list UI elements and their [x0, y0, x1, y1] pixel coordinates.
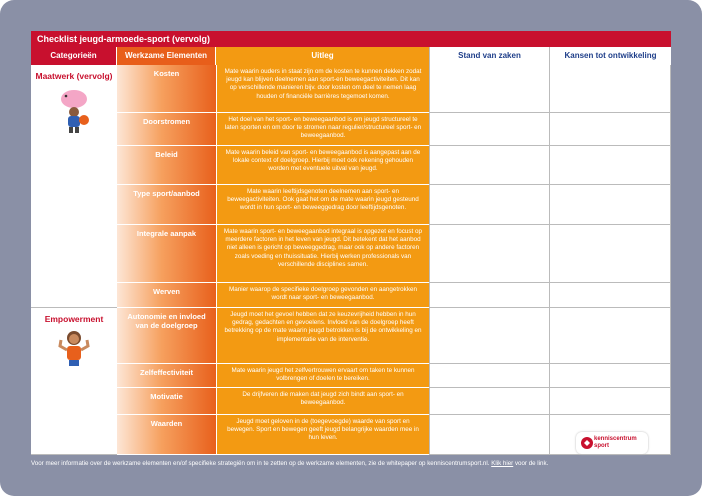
- header-uitleg: Uitleg: [216, 47, 429, 65]
- element-label: Doorstromen: [117, 113, 216, 146]
- category-label: Empowerment: [44, 314, 104, 324]
- uitleg-text: Mate waarin ouders in staat zijn om de kosten te kunnen dekken zodat jeugd kan blijven deelnemen aan sport-en beweegactiviteiten. Dit kan op verschillende manieren bijv. door kosten om deel te nemen laag houden of financiële barrières tegemoet komen.: [216, 65, 429, 113]
- table-row: [117, 146, 671, 185]
- uitleg-text: Mate waarin jeugd het zelfvertrouwen ervaart om taken te kunnen volbrengen of doelen te bereiken.: [216, 364, 429, 388]
- element-label: Motivatie: [117, 388, 216, 415]
- kansen-cell[interactable]: [549, 388, 671, 415]
- stand-cell[interactable]: [429, 308, 549, 364]
- header-stand: Stand van zaken: [429, 47, 549, 65]
- kenniscentrum-logo: [576, 432, 648, 454]
- uitleg-text: De drijfveren die maken dat jeugd zich bindt aan sport- en beweegaanbod.: [216, 388, 429, 415]
- header-kansen: Kansen tot ontwikkeling: [549, 47, 671, 65]
- person-flexing-icon: [54, 328, 94, 368]
- stand-cell[interactable]: [429, 65, 549, 113]
- table-row: [117, 113, 671, 146]
- kansen-cell[interactable]: [549, 225, 671, 283]
- stand-cell[interactable]: [429, 364, 549, 388]
- table-row: [117, 388, 671, 415]
- footer-after: voor de link.: [513, 460, 549, 467]
- stand-cell[interactable]: [429, 388, 549, 415]
- footer-text: Voor meer informatie over de werkzame elementen en/of specifieke strategiën om in te zetten op de werkzame elementen, zie de whitepaper op kenniscentrumsport.nl.: [31, 460, 490, 467]
- kansen-cell[interactable]: [549, 65, 671, 113]
- stand-cell[interactable]: [429, 283, 549, 308]
- stand-cell[interactable]: [429, 113, 549, 146]
- person-with-piggybank-icon: [54, 85, 94, 135]
- page-title: Checklist jeugd-armoede-sport (vervolg): [31, 31, 671, 47]
- footer-note: [31, 459, 671, 468]
- table-row: [117, 364, 671, 388]
- uitleg-text: Jeugd moet het gevoel hebben dat ze keuzevrijheid hebben in hun gedrag, gedachten en gevoelens. Invloed van de doelgroep heeft betrekking op de mate waarin jeugd betrokken is bij de ontwikkeling en implementatie van de interventie.: [216, 308, 429, 364]
- stand-cell[interactable]: [429, 415, 549, 455]
- kansen-cell[interactable]: [549, 146, 671, 185]
- stand-cell[interactable]: [429, 185, 549, 225]
- uitleg-text: Manier waarop de specifieke doelgroep gevonden en aangetrokken wordt naar sport- en beweegaanbod.: [216, 283, 429, 308]
- uitleg-text: Mate waarin sport- en beweegaanbod integraal is opgezet en focust op meerdere factoren in het leven van jeugd. Dit betekent dat het aanbod niet alleen is gericht op beweeggedrag, maar ook op andere factoren zoals voeding en thuissituatie. Hierbij werken professionals van verschillende disciplines samen.: [216, 225, 429, 283]
- element-label: Beleid: [117, 146, 216, 185]
- element-label: Kosten: [117, 65, 216, 113]
- kansen-cell[interactable]: [549, 308, 671, 364]
- element-label: Zelfeffectiviteit: [117, 364, 216, 388]
- header-categorieen: Categorieën: [31, 47, 117, 65]
- uitleg-text: Mate waarin leeftijdsgenoten deelnemen aan sport- en beweegactiviteiten. Ook gaat het om de mate waarin jeugd gesteund wordt in hun sport- en beweeggedrag door leeftijdsgenoten.: [216, 185, 429, 225]
- element-label: Integrale aanpak: [117, 225, 216, 283]
- kansen-cell[interactable]: [549, 364, 671, 388]
- logo-text: kenniscentrum sport: [594, 436, 637, 449]
- element-label: Autonomie en invloed van de doelgroep: [117, 308, 216, 364]
- stand-cell[interactable]: [429, 146, 549, 185]
- kansen-cell[interactable]: [549, 113, 671, 146]
- table-row: [117, 185, 671, 225]
- category-maatwerk: [31, 65, 117, 308]
- kansen-cell[interactable]: [549, 185, 671, 225]
- table-row: [117, 65, 671, 113]
- uitleg-text: Jeugd moet geloven in de (toegevoegde) waarde van sport en bewegen. Sport en bewegen geeft jeugd belangrijke waarden mee in hun leven.: [216, 415, 429, 455]
- table-row: [117, 308, 671, 364]
- footer-link[interactable]: Klik hier: [491, 460, 514, 467]
- element-label: Werven: [117, 283, 216, 308]
- uitleg-text: Het doel van het sport- en beweegaanbod is om jeugd structureel te laten sporten en om door te stromen naar regulier/structureel sport- en beweegaanbod.: [216, 113, 429, 146]
- element-label: Waarden: [117, 415, 216, 455]
- header-elementen: Werkzame Elementen: [117, 47, 216, 65]
- checklist-sheet: [31, 31, 671, 455]
- uitleg-text: Mate waarin beleid van sport- en beweegaanbod is aangepast aan de lokale context of doelgroep. Hierbij moet ook rekening gehouden worden met eventuele uitval van jeugd.: [216, 146, 429, 185]
- checklist-table: [31, 47, 671, 455]
- table-row: [117, 283, 671, 308]
- table-row: [117, 225, 671, 283]
- kansen-cell[interactable]: [549, 283, 671, 308]
- stand-cell[interactable]: [429, 225, 549, 283]
- category-label: Maatwerk (vervolg): [35, 71, 113, 81]
- category-empowerment: [31, 308, 117, 455]
- logo-mark-icon: [580, 436, 594, 450]
- element-label: Type sport/aanbod: [117, 185, 216, 225]
